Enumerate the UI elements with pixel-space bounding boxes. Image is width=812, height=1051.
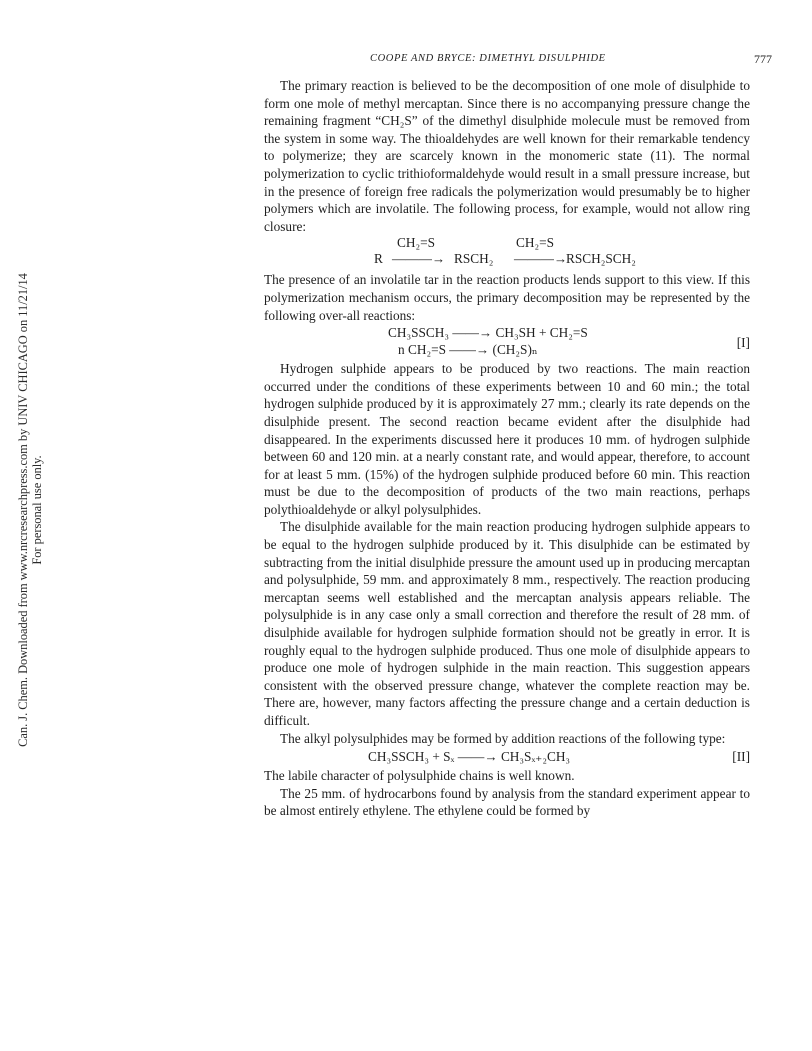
reaction-I bbox=[264, 324, 750, 360]
download-watermark-text bbox=[16, 273, 44, 747]
polymerization-scheme bbox=[264, 235, 750, 271]
scheme-reagent-1: CH₂=S bbox=[397, 235, 436, 251]
scheme-arrow-2: ———→ bbox=[514, 251, 568, 267]
reaction-I-line-2: n CH₂=S ——→ (CH₂S)ₙ bbox=[398, 342, 538, 358]
paragraph-2: The presence of an involatile tar in the reaction products lends support to this view. If this polymerization mechanism occurs, the primary decomposition may be represented by the following over-all reactions: bbox=[264, 272, 750, 323]
reaction-II bbox=[264, 747, 750, 767]
watermark-line-2: For personal use only. bbox=[30, 455, 44, 565]
watermark-line-1: Can. J. Chem. Downloaded from www.nrcresearchpress.com by UNIV CHICAGO on 11/21/14 bbox=[16, 273, 30, 747]
scheme-reagent-2: CH₂=S bbox=[516, 235, 555, 251]
scheme-product: RSCH₂SCH₂ bbox=[566, 251, 636, 267]
page-number: 777 bbox=[754, 52, 772, 66]
reaction-II-line: CH₃SSCH₃ + Sₓ ——→ CH₃Sₓ₊₂CH₃ bbox=[368, 749, 571, 765]
reaction-II-tag: [II] bbox=[732, 749, 750, 765]
article-body bbox=[264, 77, 750, 820]
paragraph-6: The labile character of polysulphide chains is well known. bbox=[264, 768, 575, 784]
scheme-arrow-1: ———→ bbox=[392, 251, 446, 267]
paragraph-7: The 25 mm. of hydrocarbons found by analysis from the standard experiment appear to be almost entirely ethylene. The ethylene could be formed by bbox=[264, 785, 750, 819]
running-head: COOPE AND BRYCE: DIMETHYL DISULPHIDE bbox=[370, 53, 606, 64]
paragraph-3: Hydrogen sulphide appears to be produced by two reactions. The main reaction occurred under the conditions of these experiments between 10 and 60 min.; the total hydrogen sulphide produced by it is approximately 27 mm.; clearly its rate depends on the disulphide present. The second reaction became evident after the disulphide had disappeared. In the experiments discussed here it produces 10 mm. of hydrogen sulphide between 60 and 120 min. at a nearly constant rate, and would appear, therefore, to account for at least 5 mm. (15%) of the hydrogen sulphide produced before 60 min. This reaction must be due to the decomposition of products of the two main reactions, perhaps polythioaldehyde or alkyl polysulphides. bbox=[264, 361, 750, 517]
reaction-I-tag: [I] bbox=[736, 335, 750, 351]
scheme-intermediate: RSCH₂ bbox=[454, 251, 494, 267]
paragraph-5: The alkyl polysulphides may be formed by addition reactions of the following type: bbox=[280, 730, 726, 746]
scheme-radical: R bbox=[374, 251, 383, 267]
paragraph-4: The disulphide available for the main reaction producing hydrogen sulphide appears to be equal to the hydrogen sulphide produced by it. This disulphide can be estimated by subtracting from the initial disulphide pressure the amount used up in producing mercaptan and polysulphide, 59 mm. and approximately 8 mm., respectively. The reaction producing mercaptan seems well established and the mercaptan analysis appears reliable. The polysulphide is in any case only a small correction and therefore the result of 28 mm. of disulphide available for hydrogen sulphide formation should not be greatly in error. It is roughly equal to the hydrogen sulphide produced. Thus one mole of disulphide appears to produce one mole of hydrogen sulphide in the main reaction. This suggestion appears consistent with the observed pressure change, whatever the complete reaction may be. There are, however, many factors affecting the pressure change and a certain deduction is difficult. bbox=[264, 519, 750, 728]
paragraph-1: The primary reaction is believed to be the decomposition of one mole of disulphide to form one mole of methyl mercaptan. Since there is no accompanying pressure change the remaining fragment “CH₂S” of the dimethyl disulphide molecule must be removed from the system in some way. The thioaldehydes are well known for their remarkable tendency to polymerize; they are scarcely known in the monomeric state (11). The normal polymerization to cyclic trithioformaldehyde would result in a small pressure increase, but in the presence of foreign free radicals the polymerization would presumably be to higher polymers which are involatile. The following process, for example, would not allow ring closure: bbox=[264, 78, 750, 234]
reaction-I-line-1: CH₃SSCH₃ ——→ CH₃SH + CH₂=S bbox=[388, 325, 588, 341]
download-watermark bbox=[0, 250, 60, 770]
